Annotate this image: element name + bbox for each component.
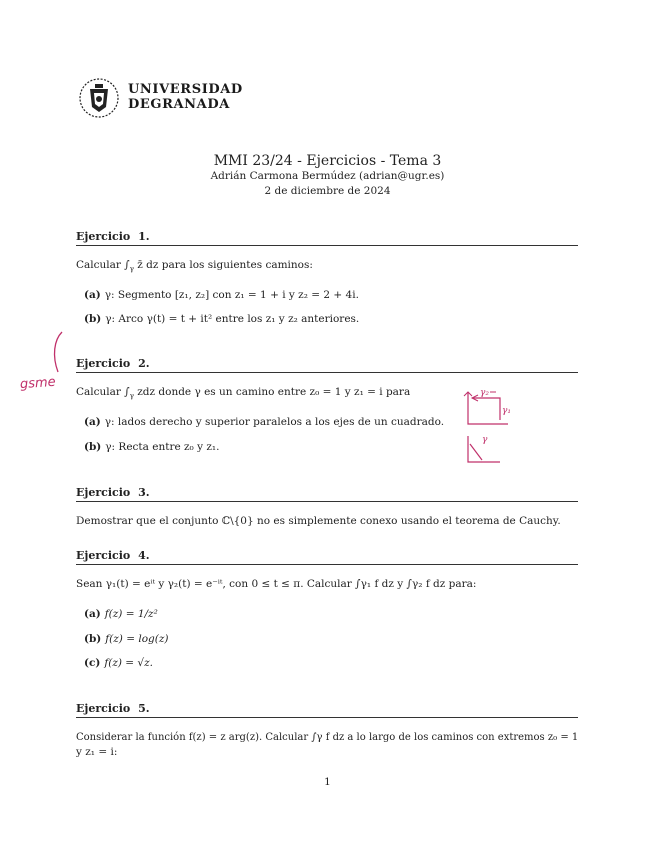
- exercise-1-item-b: [84, 313, 359, 325]
- sketch-label-gamma1: γ₁: [502, 406, 511, 416]
- item-text: f(z) = √z.: [104, 657, 153, 669]
- exercise-label: Ejercicio: [76, 549, 131, 562]
- item-label: (a): [84, 608, 101, 620]
- exercise-1-intro: [76, 258, 313, 277]
- integral-subscript: γ: [129, 265, 134, 274]
- exercise-number: 3.: [138, 486, 150, 499]
- document-author: Adrián Carmona Bermúdez (adrian@ugr.es): [210, 170, 445, 182]
- university-name-line1: UNIVERSIDAD: [128, 82, 243, 97]
- section-rule: [76, 245, 578, 246]
- handwritten-bracket: [48, 330, 68, 374]
- exercise-4-item-b: [84, 633, 169, 645]
- intro-text: Calcular ∫: [76, 259, 130, 271]
- exercise-4-heading: [76, 549, 150, 562]
- item-text: γ: Arco γ(t) = t + it² entre los z₁ y z₂ anteriores.: [105, 313, 360, 325]
- section-rule: [76, 501, 578, 502]
- section-rule: [76, 372, 578, 373]
- handwritten-margin-note: gsme: [19, 374, 57, 393]
- exercise-3-text: Demostrar que el conjunto ℂ\{0} no es simplemente conexo usando el teorema de Cauchy.: [76, 515, 561, 527]
- university-name: [128, 82, 243, 112]
- exercise-1-heading: [76, 230, 150, 243]
- item-text: γ: Recta entre z₀ y z₁.: [105, 441, 220, 453]
- section-rule: [76, 564, 578, 565]
- item-label: (b): [84, 633, 102, 645]
- handwritten-square-path-sketch: [460, 388, 522, 430]
- exercise-number: 1.: [138, 230, 150, 243]
- exercise-label: Ejercicio: [76, 702, 131, 715]
- document-date: 2 de diciembre de 2024: [264, 185, 391, 197]
- exercise-number: 2.: [138, 357, 150, 370]
- item-text: f(z) = log(z): [105, 633, 169, 645]
- exercise-4-intro: Sean γ₁(t) = eⁱᵗ y γ₂(t) = e⁻ⁱᵗ, con 0 ≤ t ≤ π. Calcular ∫γ₁ f dz y ∫γ₂ f dz para:: [76, 578, 477, 590]
- item-label: (a): [84, 289, 101, 301]
- intro-text: Calcular ∫: [76, 386, 130, 398]
- exercise-2-intro: [76, 385, 410, 404]
- exercise-label: Ejercicio: [76, 357, 131, 370]
- intro-text-rest: z̄ dz para los siguientes caminos:: [133, 259, 313, 271]
- exercise-2-item-b: [84, 441, 219, 453]
- exercise-label: Ejercicio: [76, 486, 131, 499]
- exercise-label: Ejercicio: [76, 230, 131, 243]
- exercise-number: 5.: [138, 702, 150, 715]
- sketch-label-gamma2: γ₂: [480, 388, 489, 398]
- item-label: (c): [84, 657, 101, 669]
- item-text: γ: lados derecho y superior paralelos a los ejes de un cuadrado.: [104, 416, 445, 428]
- exercise-number: 4.: [138, 549, 150, 562]
- item-label: (b): [84, 441, 102, 453]
- exercise-1-item-a: [84, 289, 359, 301]
- page-number: 1: [324, 776, 331, 788]
- exercise-3-heading: [76, 486, 150, 499]
- exercise-2-item-a: [84, 416, 444, 428]
- item-text: γ: Segmento [z₁, z₂] con z₁ = 1 + i y z₂ = 2 + 4i.: [104, 289, 359, 301]
- exercise-5-heading: [76, 702, 150, 715]
- exercise-5-line1: Considerar la función f(z) = z arg(z). Calcular ∫γ f dz a lo largo de los caminos con extremos z₀ = 1: [76, 732, 579, 743]
- section-rule: [76, 717, 578, 718]
- item-text: f(z) = 1/z²: [104, 608, 158, 620]
- exercise-4-item-c: [84, 657, 153, 669]
- integral-subscript: γ: [129, 392, 134, 401]
- exercise-5-line2: y z₁ = i:: [76, 746, 118, 758]
- university-seal-logo: [76, 77, 122, 119]
- exercise-2-heading: [76, 357, 150, 370]
- exercise-4-item-a: [84, 608, 158, 620]
- document-title: MMI 23/24 - Ejercicios - Tema 3: [213, 153, 442, 169]
- intro-text-rest: zdz donde γ es un camino entre z₀ = 1 y z₁ = i para: [133, 386, 411, 398]
- sketch-label-gamma: γ: [482, 435, 488, 445]
- item-label: (a): [84, 416, 101, 428]
- item-label: (b): [84, 313, 102, 325]
- university-name-line2: DEGRANADA: [128, 97, 230, 112]
